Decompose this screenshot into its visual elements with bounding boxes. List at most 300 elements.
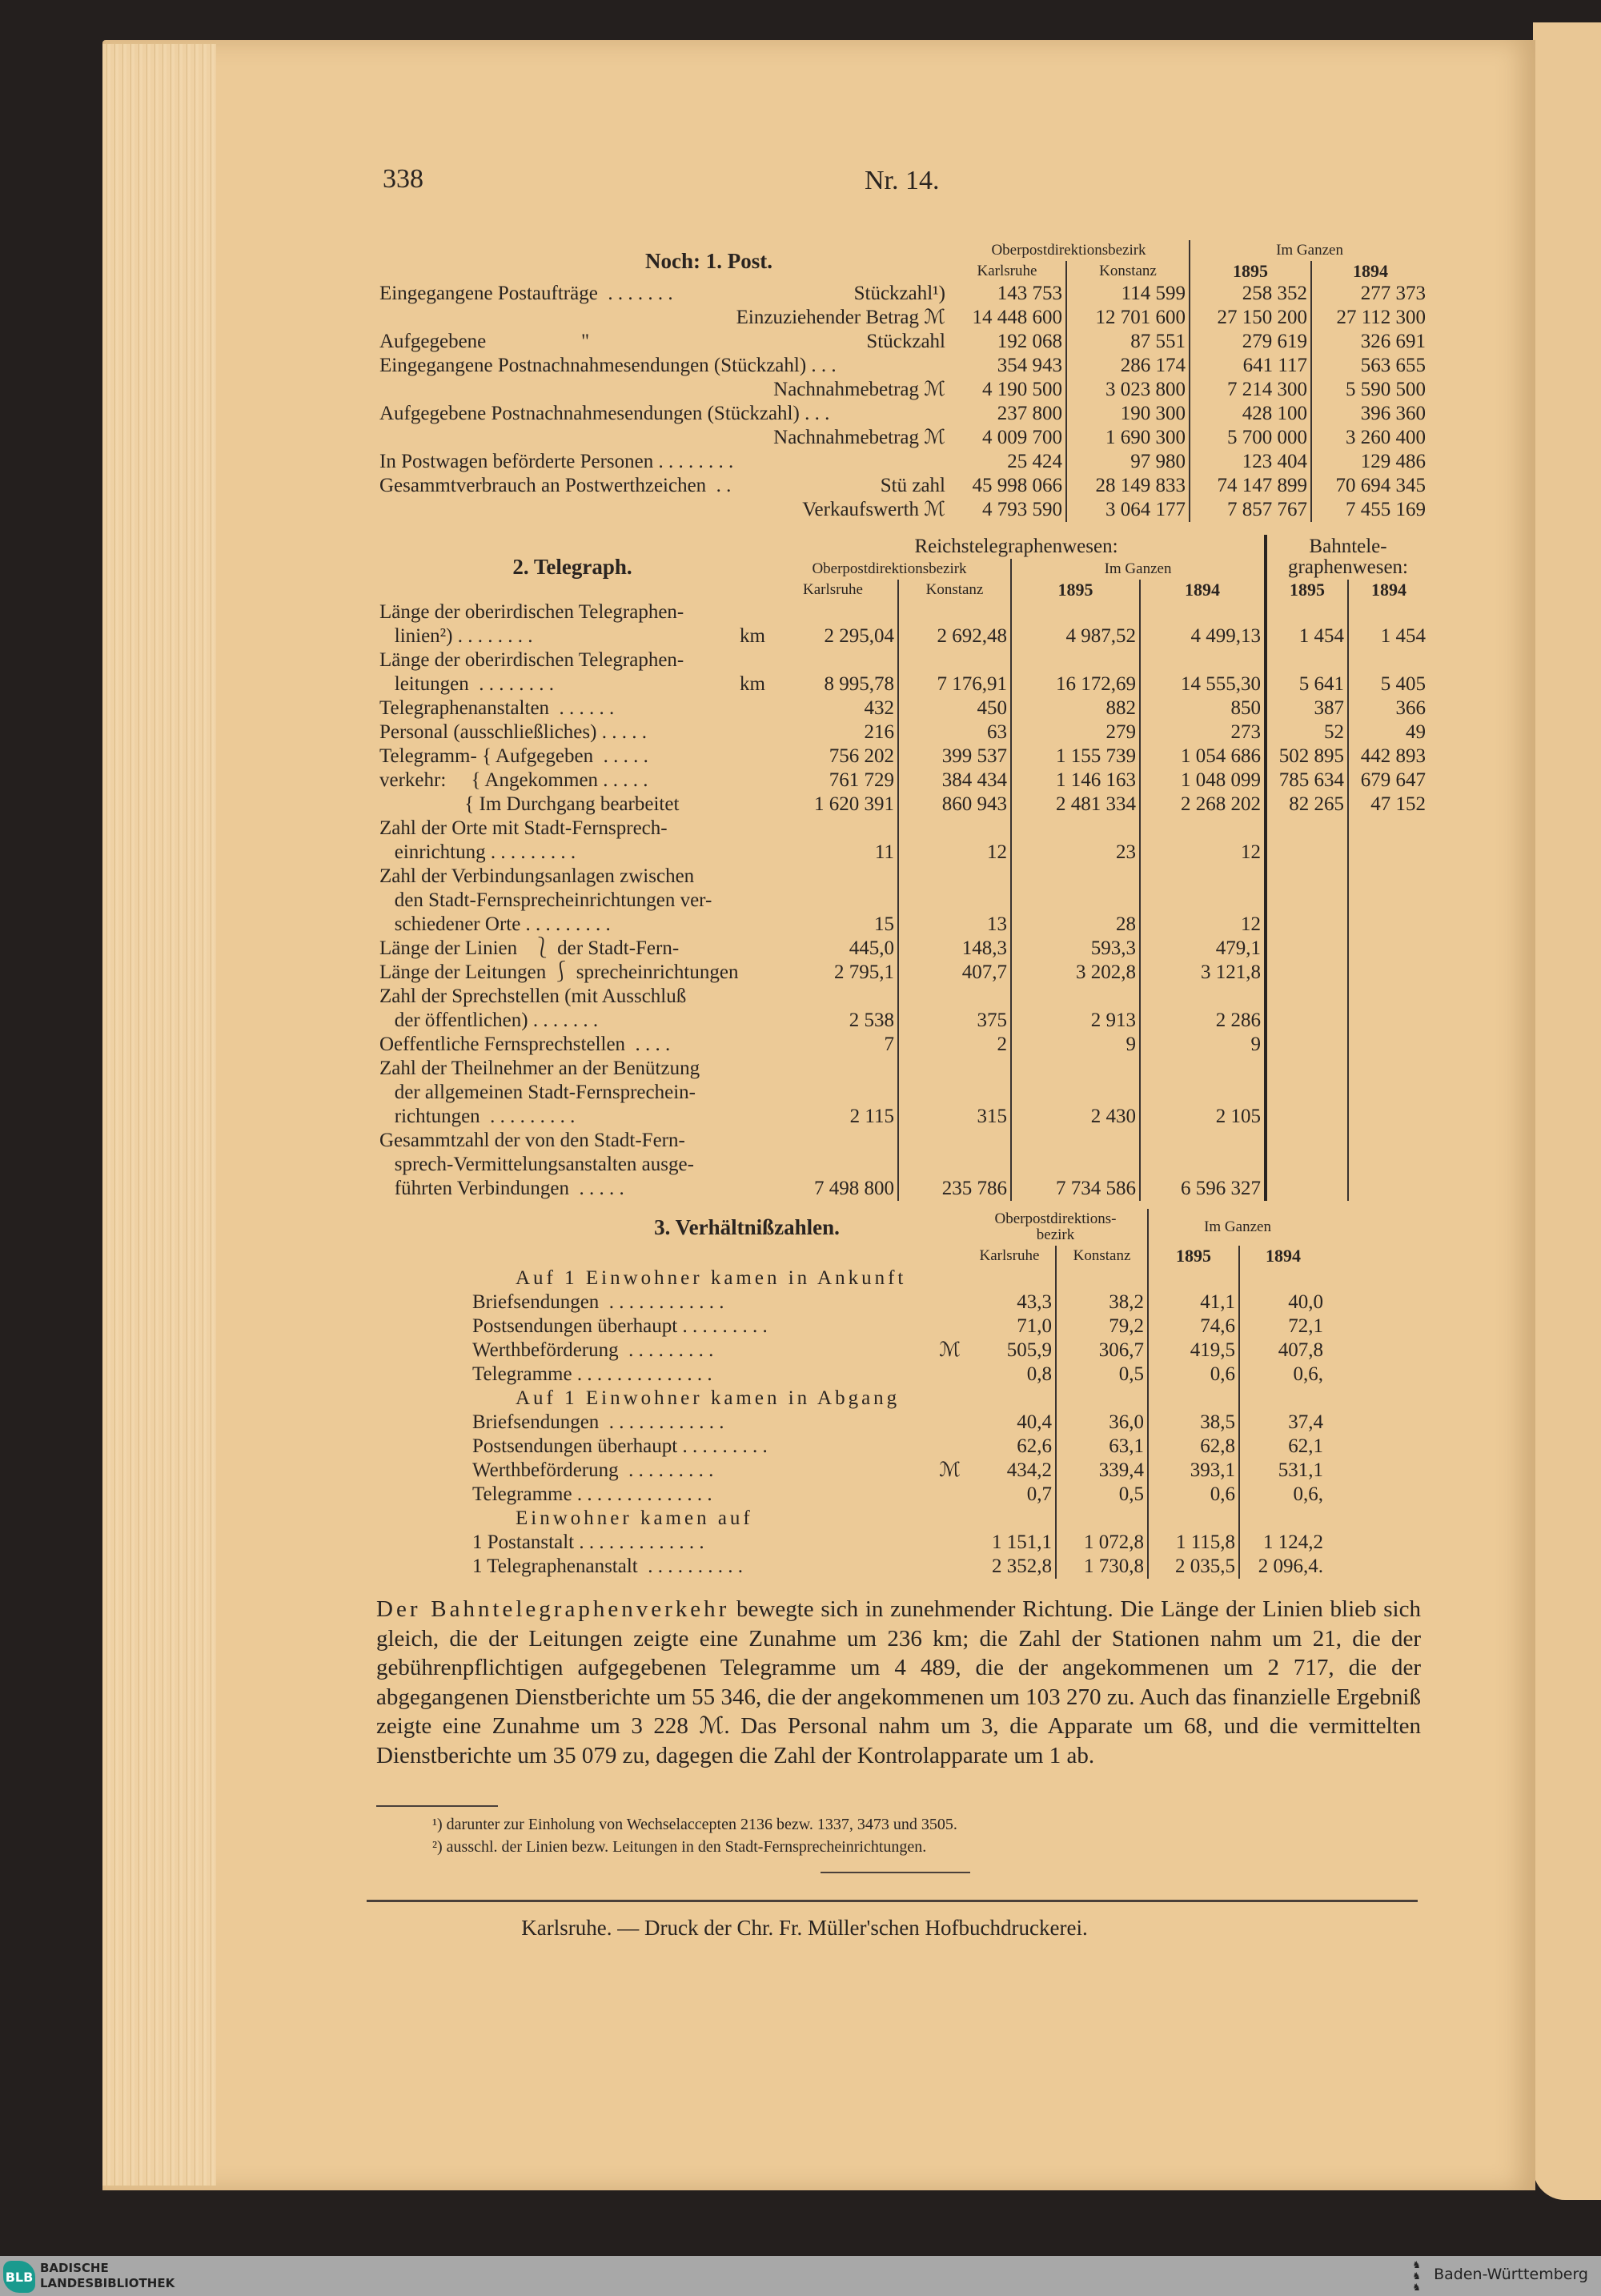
empty-cell (1239, 1266, 1326, 1290)
row-label-text: Aufgegebene Postnachnahmesendungen (Stückzahl) . . . (379, 403, 830, 424)
value-cell: 38,2 (1056, 1290, 1148, 1315)
value-cell: 40,4 (1017, 1411, 1052, 1433)
value-cell: 143 753 (997, 283, 1062, 304)
value-cell: 442 893 (1348, 745, 1429, 769)
telegraph-group-district: Oberpostdirektionsbezirk (812, 560, 967, 577)
row-label (376, 474, 949, 498)
value-cell: 38,5 (1148, 1411, 1239, 1435)
row-label (469, 1339, 964, 1363)
library-name-line2: LANDESBIBLIOTHEK (40, 2276, 175, 2290)
row-label-text: Länge der oberirdischen Telegraphen- leitungen . . . . . . . . (379, 649, 684, 695)
value-cell: 505,9 (1006, 1339, 1052, 1361)
value-cell: 123 404 (1190, 450, 1311, 474)
value-cell: 279 (1011, 721, 1140, 745)
end-rule (821, 1872, 970, 1873)
telegraph-table (376, 535, 1429, 1201)
row-label-text: Zahl der Sprechstellen (mit Ausschluß der öffentlichen) . . . . . . . (379, 985, 687, 1031)
value-cell: 235 786 (898, 1129, 1011, 1201)
empty-cell (1148, 1266, 1239, 1290)
row-label-text: Zahl der Orte mit Stadt-Fernsprech- einrichtung . . . . . . . . . (379, 817, 668, 863)
value-cell: 375 (898, 985, 1011, 1033)
col-1894: 1894 (1311, 261, 1429, 282)
table-row (469, 1339, 1326, 1363)
table-row (376, 696, 1429, 721)
row-label (376, 937, 768, 961)
ratios-section-title: 3. Verhältnißzahlen. (654, 1215, 840, 1239)
value-cell: 2 352,8 (992, 1555, 1052, 1577)
value-cell: 0,6, (1239, 1363, 1326, 1387)
value-cell: 15 (874, 913, 894, 935)
value-cell: 2 430 (1011, 1057, 1140, 1129)
row-label-text: verkehr: { Angekommen . . . . . (379, 769, 648, 791)
row-label (376, 721, 768, 745)
table-row (376, 378, 1429, 402)
value-cell: 785 634 (1266, 769, 1348, 793)
value-cell: 1 454 (1266, 600, 1348, 648)
value-cell: 306,7 (1056, 1339, 1148, 1363)
value-cell: 761 729 (829, 769, 894, 791)
row-label (376, 817, 768, 865)
value-cell: 593,3 (1011, 937, 1140, 961)
value-cell: 0,6 (1148, 1363, 1239, 1387)
value-cell: 1 620 391 (814, 793, 894, 815)
value-cell (1348, 961, 1429, 985)
value-cell: 4 009 700 (982, 427, 1062, 448)
value-cell: 3 121,8 (1140, 961, 1266, 985)
value-cell: 1 072,8 (1056, 1531, 1148, 1555)
value-cell: 434,2 (1006, 1459, 1052, 1481)
row-label (376, 306, 949, 330)
row-label (376, 696, 768, 721)
value-cell: 0,6 (1148, 1483, 1239, 1507)
value-cell: 286 174 (1066, 354, 1190, 378)
table-row (376, 793, 1429, 817)
paragraph-lead: Der Bahntelegraphenverkehr (376, 1596, 730, 1622)
value-cell: 273 (1140, 721, 1266, 745)
value-cell: 3 202,8 (1011, 961, 1140, 985)
row-label-text: Aufgegebene " (379, 331, 590, 352)
value-cell: 2 286 (1140, 985, 1266, 1033)
value-cell: 756 202 (829, 745, 894, 767)
value-cell: 393,1 (1148, 1459, 1239, 1483)
value-cell: 2 105 (1140, 1057, 1266, 1129)
value-cell: 216 (864, 721, 894, 743)
blb-logo: BLB (3, 2261, 35, 2293)
value-cell: 71,0 (1017, 1315, 1052, 1337)
value-cell: 5 590 500 (1311, 378, 1429, 402)
table-row (376, 648, 1429, 696)
post-table (376, 240, 1429, 522)
value-cell: 7 214 300 (1190, 378, 1311, 402)
value-cell: 62,1 (1239, 1435, 1326, 1459)
table-row (376, 1033, 1429, 1057)
row-unit: ℳ (939, 1459, 961, 1481)
row-label (376, 450, 949, 474)
col-karlsruhe: Karlsruhe (979, 1247, 1040, 1264)
value-cell: 882 (1011, 696, 1140, 721)
value-cell: 9 (1011, 1033, 1140, 1057)
value-cell (1266, 1033, 1348, 1057)
value-cell: 2 035,5 (1148, 1555, 1239, 1579)
value-cell (1266, 817, 1348, 865)
value-cell: 11 (874, 841, 894, 863)
value-cell: 339,4 (1056, 1459, 1148, 1483)
value-cell: 43,3 (1017, 1291, 1052, 1313)
value-cell: 366 (1348, 696, 1429, 721)
value-cell: 12 701 600 (1066, 306, 1190, 330)
value-cell: 1 115,8 (1148, 1531, 1239, 1555)
row-label-text: Oeffentliche Fernsprechstellen . . . . (379, 1034, 671, 1055)
table-row (376, 450, 1429, 474)
row-label-text: In Postwagen beförderte Personen . . . . . . . . (379, 451, 734, 472)
empty-cell (964, 1387, 1056, 1411)
col-karlsruhe: Karlsruhe (977, 263, 1037, 279)
value-cell: 279 619 (1190, 330, 1311, 354)
stacked-page-edges (102, 44, 216, 2186)
table-row (376, 306, 1429, 330)
value-cell: 326 691 (1311, 330, 1429, 354)
value-cell: 148,3 (898, 937, 1011, 961)
row-label-text: Werthbeförderung . . . . . . . . . (472, 1339, 714, 1361)
subheading: Auf 1 Einwohner kamen in Abgang (516, 1387, 901, 1409)
row-label (376, 769, 768, 793)
row-label (376, 330, 949, 354)
row-unit: Nachnahmebetrag ℳ (773, 427, 945, 448)
value-cell: 47 152 (1348, 793, 1429, 817)
empty-cell (1148, 1507, 1239, 1531)
value-cell: 62,6 (1017, 1435, 1052, 1457)
value-cell: 387 (1266, 696, 1348, 721)
value-cell: 428 100 (1190, 402, 1311, 426)
row-label (469, 1411, 964, 1435)
col-karlsruhe: Karlsruhe (803, 581, 863, 598)
table-row (376, 817, 1429, 865)
value-cell: 0,7 (1026, 1483, 1052, 1505)
table-row (376, 745, 1429, 769)
post-section-title: Noch: 1. Post. (645, 249, 772, 273)
value-cell: 419,5 (1148, 1339, 1239, 1363)
value-cell (1348, 817, 1429, 865)
row-label (469, 1531, 964, 1555)
value-cell: 7 498 800 (814, 1178, 894, 1199)
empty-cell (1056, 1387, 1148, 1411)
value-cell: 3 260 400 (1311, 426, 1429, 450)
table-row (376, 282, 1429, 306)
value-cell: 4 793 590 (982, 499, 1062, 520)
table-row (469, 1555, 1326, 1579)
value-cell: 3 023 800 (1066, 378, 1190, 402)
value-cell: 1 155 739 (1011, 745, 1140, 769)
value-cell (1266, 961, 1348, 985)
value-cell: 40,0 (1239, 1290, 1326, 1315)
value-cell: 2 795,1 (834, 961, 894, 983)
value-cell: 72,1 (1239, 1315, 1326, 1339)
table-subheading-row (469, 1507, 1326, 1531)
row-label (469, 1290, 964, 1315)
table-row (376, 498, 1429, 522)
value-cell: 531,1 (1239, 1459, 1326, 1483)
row-unit: Stückzahl¹) (853, 283, 945, 304)
value-cell: 190 300 (1066, 402, 1190, 426)
row-label-text: Telegramm- { Aufgegeben . . . . . (379, 745, 648, 767)
value-cell: 502 895 (1266, 745, 1348, 769)
value-cell: 14 555,30 (1140, 648, 1266, 696)
value-cell: 0,8 (1026, 1363, 1052, 1385)
value-cell: 679 647 (1348, 769, 1429, 793)
value-cell: 407,8 (1239, 1339, 1326, 1363)
table-row (376, 1129, 1429, 1201)
subheading: Einwohner kamen auf (516, 1507, 753, 1529)
footer-bar (0, 2256, 1601, 2296)
value-cell: 237 800 (997, 403, 1062, 424)
value-cell: 23 (1011, 817, 1140, 865)
empty-cell (1056, 1507, 1148, 1531)
value-cell: 2 268 202 (1140, 793, 1266, 817)
row-label-text: { Im Durchgang bearbeitet (379, 793, 680, 815)
row-label (469, 1363, 964, 1387)
value-cell: 2 692,48 (898, 600, 1011, 648)
row-label (376, 282, 949, 306)
row-unit: Verkaufswerth ℳ (802, 499, 945, 520)
value-cell: 25 424 (1007, 451, 1062, 472)
value-cell: 82 265 (1266, 793, 1348, 817)
value-cell: 7 455 169 (1311, 498, 1429, 522)
value-cell: 62,8 (1148, 1435, 1239, 1459)
row-label-text: Telegramme . . . . . . . . . . . . . . (472, 1363, 712, 1385)
value-cell: 14 448 600 (972, 307, 1062, 328)
empty-cell (1056, 1266, 1148, 1290)
issue-number: Nr. 14. (865, 166, 940, 195)
table-row (469, 1315, 1326, 1339)
value-cell: 277 373 (1311, 282, 1429, 306)
row-unit: Nachnahmebetrag ℳ (773, 379, 945, 400)
table-row (376, 600, 1429, 648)
value-cell: 2 096,4. (1239, 1555, 1326, 1579)
row-label (469, 1315, 964, 1339)
value-cell: 74,6 (1148, 1315, 1239, 1339)
value-cell (1348, 937, 1429, 961)
row-label (376, 600, 768, 648)
page-number: 338 (383, 164, 423, 194)
value-cell: 7 (884, 1034, 894, 1055)
post-group-total: Im Ganzen (1190, 240, 1429, 261)
row-label (376, 1129, 768, 1201)
value-cell: 1 690 300 (1066, 426, 1190, 450)
value-cell: 450 (898, 696, 1011, 721)
table-subheading-row (469, 1266, 1326, 1290)
col-1895: 1895 (1011, 580, 1140, 600)
row-label-text: Gesammtverbrauch an Postwerthzeichen . . (379, 475, 732, 496)
row-unit: Einzuziehender Betrag ℳ (736, 307, 945, 328)
value-cell: 6 596 327 (1140, 1129, 1266, 1201)
col-bahn-1894: 1894 (1348, 580, 1429, 600)
value-cell: 2 538 (849, 1010, 894, 1031)
value-cell (1348, 985, 1429, 1033)
value-cell: 9 (1140, 1033, 1266, 1057)
value-cell: 5 700 000 (1190, 426, 1311, 450)
row-label (376, 1057, 768, 1129)
row-label (469, 1555, 964, 1579)
imprint-rule (367, 1900, 1418, 1902)
value-cell: 87 551 (1066, 330, 1190, 354)
empty-cell (964, 1266, 1056, 1290)
value-cell: 7 734 586 (1011, 1129, 1140, 1201)
imprint: Karlsruhe. — Druck der Chr. Fr. Müller'schen Hofbuchdruckerei. (521, 1916, 1088, 1940)
value-cell: 12 (1140, 865, 1266, 937)
row-label (376, 1033, 768, 1057)
table-row (376, 426, 1429, 450)
row-label-text: Personal (ausschließliches) . . . . . (379, 721, 647, 743)
col-bahn-1895: 1895 (1266, 580, 1348, 600)
group-reichstelegraphenwesen: Reichstelegraphenwesen: (914, 536, 1118, 557)
row-label-text: 1 Postanstalt . . . . . . . . . . . . . (472, 1531, 704, 1553)
table-row (469, 1459, 1326, 1483)
value-cell: 41,1 (1148, 1290, 1239, 1315)
value-cell: 37,4 (1239, 1411, 1326, 1435)
value-cell: 641 117 (1190, 354, 1311, 378)
value-cell: 16 172,69 (1011, 648, 1140, 696)
row-label (376, 745, 768, 769)
value-cell: 27 112 300 (1311, 306, 1429, 330)
subheading: Auf 1 Einwohner kamen in Ankunft (516, 1267, 907, 1289)
row-unit: km (740, 673, 765, 695)
value-cell: 432 (864, 697, 894, 719)
col-konstanz: Konstanz (898, 580, 1011, 600)
row-label (376, 793, 768, 817)
value-cell: 63 (898, 721, 1011, 745)
row-label (469, 1435, 964, 1459)
value-cell: 0,6, (1239, 1483, 1326, 1507)
row-label-text: Briefsendungen . . . . . . . . . . . . (472, 1291, 724, 1313)
empty-cell (1239, 1507, 1326, 1531)
row-label-text: Postsendungen überhaupt . . . . . . . . . (472, 1315, 768, 1337)
value-cell: 97 980 (1066, 450, 1190, 474)
value-cell: 5 641 (1266, 648, 1348, 696)
value-cell: 49 (1348, 721, 1429, 745)
col-1894: 1894 (1239, 1246, 1326, 1266)
table-row (376, 1057, 1429, 1129)
value-cell: 2 481 334 (1011, 793, 1140, 817)
telegraph-group-total: Im Ganzen (1011, 559, 1266, 580)
table-row (376, 985, 1429, 1033)
value-cell: 5 405 (1348, 648, 1429, 696)
body-paragraph (376, 1595, 1421, 1770)
table-row (376, 865, 1429, 937)
value-cell: 192 068 (997, 331, 1062, 352)
value-cell (1266, 937, 1348, 961)
value-cell: 27 150 200 (1190, 306, 1311, 330)
value-cell: 8 995,78 (824, 673, 894, 695)
value-cell (1348, 865, 1429, 937)
table-row (376, 402, 1429, 426)
footnote-rule (376, 1805, 498, 1807)
value-cell: 1 151,1 (992, 1531, 1052, 1553)
row-label-text: Gesammtzahl der von den Stadt-Fern- sprech-Vermittelungsanstalten ausge- führten Verbindungen . . . . . (379, 1130, 694, 1199)
value-cell: 0,5 (1056, 1483, 1148, 1507)
row-label-text: 1 Telegraphenanstalt . . . . . . . . . . (472, 1555, 743, 1577)
row-label (376, 498, 949, 522)
ratios-group-total: Im Ganzen (1148, 1209, 1326, 1246)
empty-cell (964, 1507, 1056, 1531)
value-cell: 399 537 (898, 745, 1011, 769)
footnote-1: ¹) darunter zur Einholung von Wechselaccepten 2136 bezw. 1337, 3473 und 3505. (432, 1816, 957, 1833)
row-label (376, 378, 949, 402)
value-cell: 79,2 (1056, 1315, 1148, 1339)
library-name-line1: BADISCHE (40, 2261, 109, 2275)
value-cell (1348, 1057, 1429, 1129)
table-row (469, 1435, 1326, 1459)
ratios-table (469, 1209, 1326, 1579)
value-cell (1348, 1033, 1429, 1057)
value-cell (1266, 865, 1348, 937)
row-unit: ℳ (939, 1339, 961, 1361)
value-cell: 2 115 (849, 1106, 894, 1127)
row-label-text: Zahl der Theilnehmer an der Benützung der allgemeinen Stadt-Fernsprechein- richtungen . . . . . . . . . (379, 1058, 700, 1127)
row-label (376, 648, 768, 696)
value-cell: 129 486 (1311, 450, 1429, 474)
col-1895: 1895 (1148, 1246, 1239, 1266)
row-unit: km (740, 625, 765, 647)
row-label-text: Länge der Leitungen ⎰ sprecheinrichtungen (379, 961, 739, 983)
row-label (376, 354, 949, 378)
value-cell: 1 146 163 (1011, 769, 1140, 793)
table-row (376, 769, 1429, 793)
row-unit: Stü zahl (880, 475, 945, 496)
value-cell: 1 730,8 (1056, 1555, 1148, 1579)
row-label-text: Länge der Linien ⎱ der Stadt-Fern- (379, 937, 680, 959)
table-row (469, 1411, 1326, 1435)
value-cell: 479,1 (1140, 937, 1266, 961)
value-cell: 384 434 (898, 769, 1011, 793)
row-label-text: Postsendungen überhaupt . . . . . . . . . (472, 1435, 768, 1457)
value-cell: 1 048 099 (1140, 769, 1266, 793)
value-cell: 70 694 345 (1311, 474, 1429, 498)
value-cell: 7 176,91 (898, 648, 1011, 696)
value-cell: 396 360 (1311, 402, 1429, 426)
row-label-text: Briefsendungen . . . . . . . . . . . . (472, 1411, 724, 1433)
row-label (376, 426, 949, 450)
value-cell: 3 064 177 (1066, 498, 1190, 522)
row-label-text: Eingegangene Postnachnahmesendungen (Stückzahl) . . . (379, 355, 837, 376)
col-konstanz: Konstanz (1056, 1246, 1148, 1266)
table-row (376, 937, 1429, 961)
value-cell: 12 (898, 817, 1011, 865)
value-cell: 407,7 (898, 961, 1011, 985)
col-konstanz: Konstanz (1066, 261, 1190, 282)
value-cell: 4 499,13 (1140, 600, 1266, 648)
value-cell: 63,1 (1056, 1435, 1148, 1459)
empty-cell (1239, 1387, 1326, 1411)
row-label (469, 1483, 964, 1507)
value-cell: 7 857 767 (1190, 498, 1311, 522)
value-cell: 258 352 (1190, 282, 1311, 306)
value-cell (1348, 1129, 1429, 1201)
value-cell: 2 (898, 1033, 1011, 1057)
table-row (469, 1483, 1326, 1507)
value-cell: 860 943 (898, 793, 1011, 817)
value-cell: 74 147 899 (1190, 474, 1311, 498)
next-page-edge (1533, 22, 1601, 2200)
state-name: Baden-Württemberg (1434, 2266, 1588, 2283)
row-label-text: Zahl der Verbindungsanlagen zwischen den Stadt-Fernsprecheinrichtungen ver- schiedener Orte . . . . . . . . . (379, 865, 712, 935)
value-cell: 315 (898, 1057, 1011, 1129)
table-row (376, 961, 1429, 985)
col-1894: 1894 (1140, 580, 1266, 600)
row-label-text: Eingegangene Postaufträge . . . . . . . (379, 283, 673, 304)
coat-of-arms-icon: ♞ ♞ ♞ (1412, 2259, 1421, 2293)
value-cell: 0,5 (1056, 1363, 1148, 1387)
row-label (376, 402, 949, 426)
